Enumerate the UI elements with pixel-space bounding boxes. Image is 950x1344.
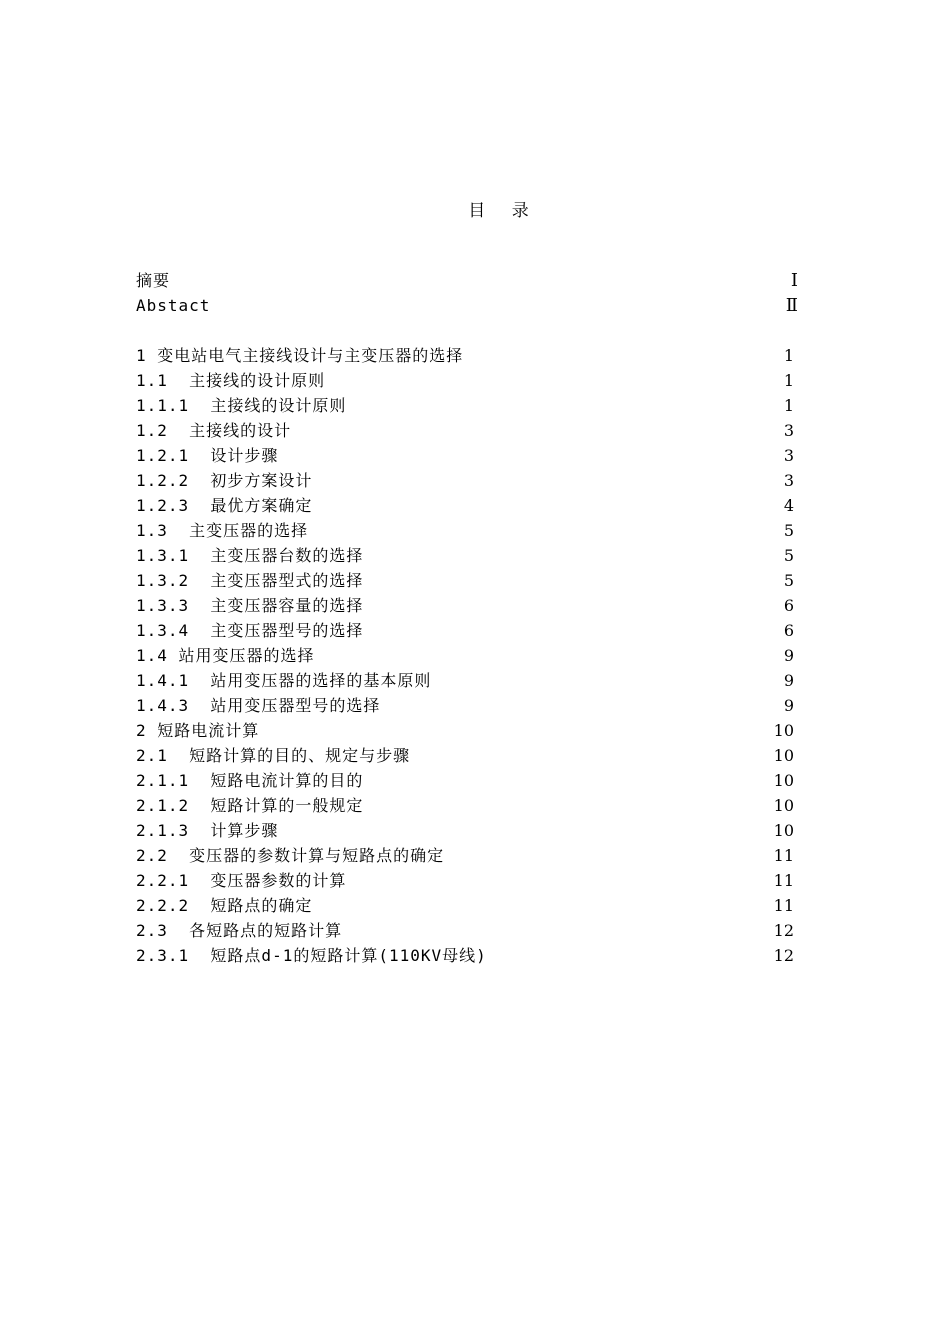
- toc-entry-page: 6: [783, 621, 794, 640]
- toc-entry[interactable]: [136, 543, 802, 568]
- toc-entry-label: 1.3.2 主变压器型式的选择: [136, 571, 364, 590]
- toc-entry[interactable]: [136, 468, 802, 493]
- toc-entry[interactable]: [136, 943, 802, 968]
- toc-entry[interactable]: [136, 618, 802, 643]
- toc-entry-page: 11: [773, 896, 794, 915]
- toc-entry[interactable]: [136, 893, 802, 918]
- toc-entry[interactable]: [136, 593, 802, 618]
- toc-entry-label: 2.2 变压器的参数计算与短路点的确定: [136, 846, 445, 865]
- toc-entry-page: 5: [783, 571, 794, 590]
- toc-entry-page: 12: [773, 946, 794, 965]
- toc-entry-label: 1.3 主变压器的选择: [136, 521, 309, 540]
- toc-entry-page: 3: [783, 421, 794, 440]
- toc-entry-label: 1.4.3 站用变压器型号的选择: [136, 696, 381, 715]
- toc-entry[interactable]: [136, 418, 802, 443]
- toc-entry[interactable]: [136, 718, 802, 743]
- toc-entry-page: 1: [783, 396, 794, 415]
- toc-entry-label: 2 短路电流计算: [136, 721, 260, 740]
- toc-entry[interactable]: [136, 393, 802, 418]
- toc-entry-label: 2.3.1 短路点d-1的短路计算(110KV母线): [136, 946, 487, 965]
- toc-entry-page: 5: [783, 521, 794, 540]
- toc-entry-label: 2.1.3 计算步骤: [136, 821, 279, 840]
- toc-entry-page: 3: [783, 446, 794, 465]
- toc-entry[interactable]: [136, 868, 802, 893]
- toc-entry-page: 10: [773, 771, 794, 790]
- toc-entry-label: 1.2 主接线的设计: [136, 421, 292, 440]
- toc-entry[interactable]: [136, 568, 802, 593]
- toc-entry-page: Ⅰ: [790, 270, 798, 291]
- toc-entry-page: 10: [773, 721, 794, 740]
- toc-entry[interactable]: [136, 918, 802, 943]
- toc-entry-abstract-en[interactable]: [136, 293, 802, 318]
- toc-entry-label: 1.4 站用变压器的选择: [136, 646, 315, 665]
- toc-entry-label: 1.1 主接线的设计原则: [136, 371, 326, 390]
- toc-entry-abstract-cn[interactable]: [136, 268, 802, 293]
- toc-entry[interactable]: [136, 793, 802, 818]
- toc-entry-label: 1.2.2 初步方案设计: [136, 471, 313, 490]
- toc-entry-label: 2.1.2 短路计算的一般规定: [136, 796, 364, 815]
- toc-entry-page: 5: [783, 546, 794, 565]
- toc-entry-label: 2.2.2 短路点的确定: [136, 896, 313, 915]
- toc-entry-page: 11: [773, 846, 794, 865]
- toc-entry[interactable]: [136, 643, 802, 668]
- toc-entry-label: Abstact: [136, 296, 211, 315]
- toc-entry-label: 1.3.4 主变压器型号的选择: [136, 621, 364, 640]
- toc-entry[interactable]: [136, 518, 802, 543]
- toc-entry-label: 2.2.1 变压器参数的计算: [136, 871, 347, 890]
- toc-entry-page: 12: [773, 921, 794, 940]
- toc-entry[interactable]: [136, 768, 802, 793]
- toc-entry-label: 1.4.1 站用变压器的选择的基本原则: [136, 671, 432, 690]
- toc-entry-label: 1.2.3 最优方案确定: [136, 496, 313, 515]
- toc-entry[interactable]: [136, 743, 802, 768]
- toc-entry-page: 4: [783, 496, 794, 515]
- toc-entry-page: 10: [773, 746, 794, 765]
- toc-entry-page: Ⅱ: [785, 295, 798, 316]
- toc-entry[interactable]: [136, 343, 802, 368]
- toc-entry[interactable]: [136, 443, 802, 468]
- toc-entry[interactable]: [136, 668, 802, 693]
- toc-entry-page: 10: [773, 796, 794, 815]
- toc-entry-label: 1 变电站电气主接线设计与主变压器的选择: [136, 346, 464, 365]
- toc-entry[interactable]: [136, 843, 802, 868]
- toc-entry-label: 1.3.3 主变压器容量的选择: [136, 596, 364, 615]
- toc-entry-page: 9: [783, 696, 794, 715]
- toc-entry[interactable]: [136, 493, 802, 518]
- toc-entry[interactable]: [136, 818, 802, 843]
- toc-entry-label: 2.1.1 短路电流计算的目的: [136, 771, 364, 790]
- toc-entry-page: 1: [783, 346, 794, 365]
- toc-entry-label: 1.3.1 主变压器台数的选择: [136, 546, 364, 565]
- toc-entry-page: 3: [783, 471, 794, 490]
- toc-entry-label: 2.3 各短路点的短路计算: [136, 921, 343, 940]
- toc-entry-label: 1.1.1 主接线的设计原则: [136, 396, 347, 415]
- toc-entry-label: 2.1 短路计算的目的、规定与步骤: [136, 746, 411, 765]
- toc-entry-page: 1: [783, 371, 794, 390]
- toc-entry-label: 摘要: [136, 271, 171, 290]
- toc-entry-page: 9: [783, 646, 794, 665]
- toc-entry-page: 9: [783, 671, 794, 690]
- toc-entry-page: 6: [783, 596, 794, 615]
- toc-entry[interactable]: [136, 693, 802, 718]
- toc-entry-label: 1.2.1 设计步骤: [136, 446, 279, 465]
- toc-title: 目 录: [468, 201, 530, 221]
- toc-entry-page: 11: [773, 871, 794, 890]
- toc-entry[interactable]: [136, 368, 802, 393]
- toc-entry-page: 10: [773, 821, 794, 840]
